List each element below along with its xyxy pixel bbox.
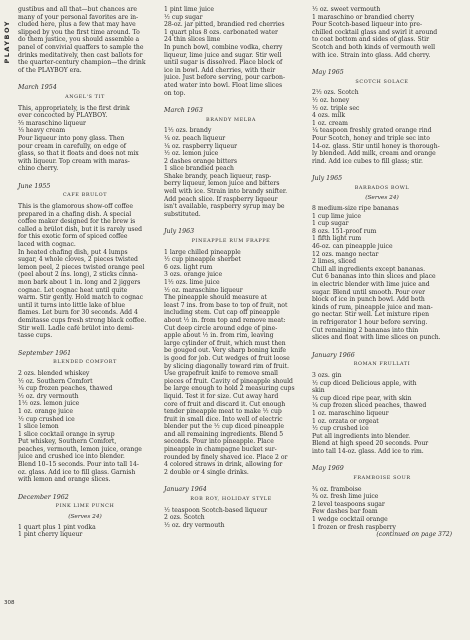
text-line: Cut deep circle around edge of pine-	[164, 324, 278, 332]
text-line: 24 thin slices lime	[164, 36, 221, 44]
text-line: skin	[312, 387, 325, 395]
text-line: 1½ ozs. lime juice	[164, 279, 220, 286]
issue-date-heading: July 1963	[164, 228, 195, 236]
text-line: slices and float with lime slices on punch.	[312, 334, 441, 342]
text-line: ½ oz. maraschino liqueur	[164, 286, 243, 294]
text-line: 2 limes, sliced	[312, 258, 357, 266]
text-line: 4 colored straws in drink, allowing for	[164, 461, 283, 469]
text-line: seconds. Pour into pineapple. Place	[164, 438, 274, 446]
text-line: 14-oz. glass. Stir until honey is thorough-	[312, 142, 440, 150]
text-line: Stir well. Ladle café brûlot into demi-	[18, 324, 134, 332]
text-line: ½ oz. triple sec	[312, 104, 360, 112]
text-line: ½ oz. lemon juice	[164, 150, 219, 158]
text-line: 1 oz. cream	[312, 119, 348, 127]
issue-date-heading: June 1955	[18, 182, 51, 190]
text-line: block of ice in punch bowl. Add both	[312, 296, 425, 304]
text-line: into tall 14-oz. glass. Add ice to rim.	[312, 447, 424, 455]
text-line: ever concocted by PLAYBOY.	[18, 112, 108, 120]
text-line: 1 pint cherry liqueur	[18, 531, 83, 539]
column-3	[312, 6, 452, 539]
text-line: 1 oz. orange juice	[18, 407, 73, 415]
text-line: many of your personal favorites are in-	[18, 13, 139, 21]
text-line: juice. Just before serving, pour carbon-	[164, 74, 286, 82]
text-line: is good for job. Cut wedges of fruit loose	[164, 354, 290, 362]
text-line: 8 ozs. 151-proof rum	[312, 227, 377, 235]
text-line: 1 cup lime juice	[312, 212, 361, 220]
text-line: ¼ cup frozen sliced peaches, thawed	[312, 402, 427, 410]
text-line: ½ oz. dry vermouth	[18, 392, 79, 400]
paragraph-block	[18, 524, 152, 539]
text-line: Scotch and both kinds of vermouth well	[312, 43, 436, 51]
text-line: to coat bottom and sides of glass. Stir	[312, 36, 430, 44]
text-line: with liqueur. Top cream with maras-	[18, 157, 130, 165]
text-line: rind. Add ice cubes to fill glass; stir.	[312, 157, 423, 165]
text-line: isn't available, raspberry syrup may be	[164, 203, 285, 211]
text-line: In punch bowl, combine vodka, cherry	[164, 43, 283, 51]
text-line: flames. Let burn for 30 seconds. Add 4	[18, 309, 138, 317]
text-line: the quarter-century champion—the drink	[18, 59, 146, 67]
text-line: The pineapple should measure at	[164, 294, 267, 302]
text-line: liqueur, lime juice and sugar. Stir well	[164, 51, 282, 59]
text-line: ½ cup crushed ice	[312, 425, 369, 433]
servings-note: (Serves 24)	[68, 514, 102, 521]
text-line: 1 slice lemon	[18, 423, 59, 431]
text-line: about ½ in. from top and remove meat:	[164, 316, 286, 324]
text-line: (peel about 2 ins. long), 2 sticks cinna-	[18, 271, 138, 279]
text-line: slipped by you the first time around. To	[18, 28, 140, 36]
text-line: coffee maker designed for the brew is	[18, 218, 136, 226]
text-line: tender pineapple meat to make ½ cup	[164, 408, 282, 416]
text-line: 12 ozs. mango nectar	[312, 250, 379, 258]
text-line: well with ice. Strain into brandy snifter.	[164, 188, 288, 196]
text-line: demitasse cups fresh strong black coffee.	[18, 316, 147, 324]
paragraph-block	[18, 370, 152, 484]
recipe-title: ROMAN FRULLATI	[353, 361, 411, 368]
text-line: 1 frozen or fresh raspberry	[312, 523, 396, 531]
text-line: 1½ ozs. lemon juice	[18, 400, 80, 408]
text-line: ½ teaspoon Scotch-based liqueur	[164, 506, 268, 514]
text-line: Use grapefruit knife to remove small	[164, 370, 278, 378]
text-line: Cut 6 bananas into thin slices and place	[312, 273, 436, 281]
text-line: for this exotic form of spiced coffee	[18, 233, 128, 241]
text-line: with ice. Strain into glass. Add cherry.	[312, 51, 431, 59]
servings-note: (Serves 24)	[365, 195, 399, 202]
recipe-title: CAFE BRULOT	[62, 192, 108, 199]
text-line: ¼ cup frozen peaches, thawed	[18, 385, 113, 393]
paragraph-block	[18, 203, 152, 340]
text-line: and all remaining ingredients. Blend 5	[164, 430, 284, 438]
issue-date-heading: May 1965	[312, 69, 344, 77]
text-line: fruit in small dice. Into well of electric	[164, 415, 283, 423]
text-line: 1½ ozs. brandy	[164, 127, 212, 135]
paragraph-block	[164, 249, 298, 477]
text-line: 1 oz. maraschino liqueur	[312, 409, 389, 417]
text-line: panel of convivial quaffers to sample the	[18, 43, 144, 51]
text-line: berry liqueur, lemon juice and bitters	[164, 180, 280, 188]
text-line: 1 oz. orzata or orgeat	[312, 417, 379, 425]
paragraph-block	[18, 105, 152, 173]
text-line: ½ cup pineapple sherbet	[164, 256, 241, 264]
text-line: ½ oz. sweet vermouth	[312, 6, 381, 13]
text-line: liquid. Test it for size. Cut away hard	[164, 392, 279, 400]
text-line: ½ oz. honey	[312, 96, 350, 104]
recipe-title: FRAMBOISE SOUR	[353, 475, 411, 482]
text-line: of the PLAYBOY era.	[18, 66, 82, 74]
text-line: 2½ ozs. Scotch	[312, 89, 359, 97]
recipe-title: PINK LIME PUNCH	[55, 503, 115, 510]
text-line: ½ cup sugar	[164, 13, 203, 21]
text-line: peaches, vermouth, lemon juice, orange	[18, 445, 142, 453]
text-line: chilled cocktail glass and swirl it around	[312, 28, 438, 36]
text-line: ½ cup crushed ice	[18, 415, 75, 423]
text-line: Add peach slice. If raspberry liqueur	[164, 195, 278, 203]
page-number: 308	[4, 600, 15, 606]
text-line: Blend at high speed 20 seconds. Pour	[312, 440, 429, 448]
text-line: cognac. Let cognac heat until quite	[18, 286, 128, 294]
text-line: tasse cups.	[18, 332, 53, 340]
recipe-title: BRANDY MELBA	[206, 116, 256, 123]
text-line: Pour Scotch-based liqueur into pre-	[312, 21, 423, 29]
paragraph-block	[164, 507, 298, 530]
issue-date-heading: September 1961	[18, 349, 72, 357]
text-line: with lemon and orange slices.	[18, 476, 111, 484]
text-line: This is the glamorous show-off coffee	[18, 203, 133, 211]
text-line: Few dashes bar foam	[312, 508, 378, 516]
recipe-title: BLENDED COMFORT	[53, 359, 117, 366]
text-line: Pour Scotch, honey and triple sec into	[312, 134, 430, 142]
text-line: This, appropriately, is the first drink	[18, 104, 130, 112]
text-line: (continued on page 372)	[376, 531, 452, 539]
paragraph-block	[18, 6, 152, 74]
text-line: oz. glass. Add ice to fill glass. Garnish	[18, 468, 136, 476]
text-line: 2 ozs. Scotch	[164, 514, 205, 522]
issue-date-heading: July 1965	[312, 175, 343, 183]
text-line: rounded by finely shaved ice. Place 2 or	[164, 453, 288, 461]
issue-date-heading: January 1964	[164, 486, 207, 494]
text-line: kinds of rum, pineapple juice and man-	[312, 303, 433, 311]
paragraph-block	[164, 127, 298, 218]
text-line: laced with cognac.	[18, 241, 76, 249]
paragraph-block	[312, 6, 452, 59]
text-line: cluded here, plus a few that may have	[18, 21, 136, 29]
text-line: be large enough to hold 2 measuring cups	[164, 385, 295, 393]
text-line: Chill all ingredients except bananas.	[312, 265, 426, 273]
text-line: ¾ oz. framboise	[312, 485, 362, 493]
text-line: pour cream in carefully, on edge of	[18, 142, 126, 150]
text-line: 1 maraschino or brandied cherry	[312, 13, 415, 21]
text-line: in electric blender with lime juice and	[312, 281, 430, 288]
issue-date-heading: December 1962	[18, 493, 69, 501]
text-line: 2 level teaspoons sugar	[312, 500, 385, 508]
recipe-title: PINEAPPLE RUM FRAPPE	[191, 238, 271, 245]
paragraph-block	[312, 89, 452, 165]
paragraph-block	[312, 372, 452, 456]
magazine-name: PLAYBOY	[3, 20, 11, 64]
paragraph-block	[312, 486, 452, 539]
text-line: least 7 ins. from base to top of fruit, not	[164, 301, 288, 309]
text-line: ated water into bowl. Float lime slices	[164, 81, 283, 89]
text-line: core of fruit and discard it. Cut enough	[164, 400, 286, 408]
text-line: ¼ oz. raspberry liqueur	[164, 142, 238, 150]
issue-date-heading: March 1963	[164, 107, 203, 115]
text-line: mon bark about 1 in. long and 2 jiggers	[18, 279, 141, 286]
text-line: 8 medium-size ripe bananas	[312, 205, 399, 213]
text-line: 4 ozs. milk	[312, 112, 346, 120]
text-line: blender put the ½ cup diced pineapple	[164, 423, 284, 431]
text-line: until sugar is dissolved. Place block of	[164, 59, 283, 67]
text-line: including stem. Cut cap off pineapple	[164, 309, 280, 317]
text-line: ly blended. Add milk, cream and orange	[312, 150, 436, 158]
text-line: 46-oz. can pineapple juice	[312, 243, 393, 251]
text-line: Pour liqueur into pony glass. Then	[18, 134, 125, 142]
text-line: Blend 10–15 seconds. Pour into tall 14-	[18, 461, 139, 469]
text-line: 1 wedge cocktail orange	[312, 516, 388, 524]
text-line: 1 large chilled pineapple	[164, 248, 241, 256]
text-line: gustibus and all that—but chances are	[18, 6, 137, 13]
text-line: drinks meditatively, then cast ballots for	[18, 51, 143, 59]
issue-date-heading: January 1966	[312, 351, 355, 359]
text-line: Put all ingredients into blender.	[312, 432, 411, 440]
text-line: glass, so that it floats and does not mix	[18, 150, 139, 158]
text-line: ⅓ heavy cream	[18, 127, 66, 135]
text-line: ¼ oz. peach liqueur	[164, 134, 226, 142]
text-line: 2 dashes orange bitters	[164, 157, 238, 165]
text-line: until it turns into little lake of blue	[18, 301, 126, 309]
issue-date-heading: May 1969	[312, 465, 344, 473]
text-line: ½ oz. Southern Comfort	[18, 377, 93, 385]
text-line: apple about ½ in. from rim, leaving	[164, 332, 274, 340]
text-line: ¼ cup diced ripe pear, with skin	[312, 394, 412, 402]
recipe-title: SCOTCH SOLACE	[355, 78, 409, 85]
text-line: go nectar. Stir well. Let mixture ripen	[312, 311, 429, 319]
text-line: 2 ozs. blended whiskey	[18, 369, 90, 377]
text-line: juice and crushed ice into blender.	[18, 453, 125, 461]
text-line: in refrigerator 1 hour before serving.	[312, 318, 428, 326]
recipe-title: ROB ROY, HOLIDAY STYLE	[190, 496, 272, 503]
text-line: ¼ teaspoon freshly grated orange rind	[312, 127, 432, 135]
column-1	[18, 6, 152, 539]
text-line: 2 double or 4 single drinks.	[164, 468, 249, 476]
text-line: large cylinder of fruit, which must then	[164, 339, 286, 347]
text-line: 1 slice cocktail orange in syrup	[18, 430, 115, 438]
text-line: 1 pint lime juice	[164, 6, 214, 13]
text-line: ⅔ maraschino liqueur	[18, 119, 86, 127]
text-line: ice in bowl. Add cherries, with their	[164, 66, 276, 74]
text-line: 1 quart plus 1 pint vodka	[18, 523, 96, 531]
paragraph-block	[312, 205, 452, 342]
text-line: 1 fifth light rum	[312, 235, 362, 243]
text-line: Shake brandy, peach liqueur, rasp-	[164, 172, 272, 180]
text-line: warm. Stir gently. Hold match to cognac	[18, 294, 144, 302]
text-line: 1 cup sugar	[312, 220, 349, 228]
paragraph-block	[164, 6, 298, 97]
text-line: on top.	[164, 89, 186, 97]
text-line: chino cherry.	[18, 165, 59, 173]
text-line: 3 ozs. orange juice	[164, 271, 223, 279]
column-2	[164, 6, 298, 529]
text-line: ½ oz. dry vermouth	[164, 521, 225, 529]
text-line: sugar, 4 whole cloves, 2 pieces twisted	[18, 256, 138, 264]
text-line: 1 slice brandied peach	[164, 165, 234, 173]
text-line: do them justice, you should assemble a	[18, 36, 140, 44]
text-line: 28-oz. jar pitted, brandied red cherries	[164, 21, 285, 29]
text-line: called a brûlot dish, but it is rarely used	[18, 225, 142, 233]
text-line: 3 ozs. gin	[312, 371, 342, 379]
text-line: ½ cup diced Delicious apple, with	[312, 379, 417, 387]
recipe-title: ANGEL'S TIT	[65, 93, 105, 100]
recipe-title: BARBADOS BOWL	[354, 184, 410, 191]
text-line: Cut remaining 2 bananas into thin	[312, 326, 419, 334]
text-line: Put whiskey, Southern Comfort,	[18, 438, 117, 446]
text-line: ¾ oz. fresh lime juice	[312, 493, 379, 501]
text-line: 6 ozs. light rum	[164, 263, 213, 271]
text-line: pieces of fruit. Cavity of pineapple should	[164, 377, 293, 385]
text-line: by slicing diagonally toward rim of fruit.	[164, 362, 289, 370]
text-line: pineapple in champagne bucket sur-	[164, 446, 277, 454]
text-line: prepared in a chafing dish. A special	[18, 210, 132, 218]
issue-date-heading: March 1954	[18, 84, 57, 92]
text-line: lemon peel, 2 pieces twisted orange peel	[18, 263, 145, 271]
text-line: In heated chafing dish, put 4 lumps	[18, 248, 128, 256]
text-line: substituted.	[164, 210, 201, 218]
text-line: 1 quart plus 8 ozs. carbonated water	[164, 28, 278, 36]
text-line: be gouged out. Very sharp boning knife	[164, 347, 287, 355]
text-line: sugar. Blend until smooth. Pour over	[312, 288, 426, 296]
